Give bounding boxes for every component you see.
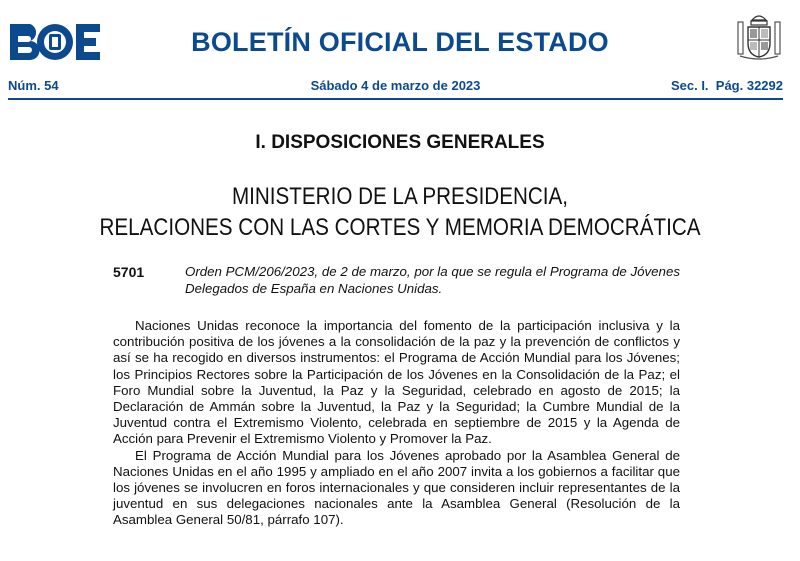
boe-logo (10, 22, 100, 62)
order-number: 5701 (113, 264, 145, 280)
issue-number: Núm. 54 (8, 78, 59, 93)
section-heading: I. DISPOSICIONES GENERALES (255, 132, 545, 153)
ministry-line-1: MINISTERIO DE LA PRESIDENCIA, (231, 183, 569, 210)
order-title: Orden PCM/206/2023, de 2 de marzo, por la que se regula el Programa de Jóvenes Delegados de España en Naciones Unidas. (185, 264, 680, 296)
document-body (113, 318, 680, 529)
coat-of-arms-icon (736, 14, 782, 62)
paragraph: El Programa de Acción Mundial para los Jóvenes aprobado por la Asamblea General de Naciones Unidas en el año 1995 y ampliado en el año 2007 invita a los gobiernos a facilitar que los jóvenes se involucren en foros internacionales y que consideren incluir representantes de la juventud en sus delegaciones nacionales ante la Asamblea General (Resolución de la Asamblea General 50/81, párrafo 107). (113, 447, 680, 528)
page-title: BOLETÍN OFICIAL DEL ESTADO (191, 27, 609, 57)
ministry-heading (56, 181, 744, 243)
issue-meta (8, 78, 783, 96)
header-divider (8, 98, 783, 100)
section-page: Sec. I. Pág. 32292 (670, 78, 783, 93)
ministry-line-2: RELACIONES CON LAS CORTES Y MEMORIA DEMOCRÁTICA (99, 214, 701, 241)
paragraph: Naciones Unidas reconoce la importancia del fomento de la participación inclusiva y la contribución positiva de los jóvenes a la consolidación de la paz y la prevención de conflictos y así se ha recogido en diversos instrumentos: el Programa de Acción Mundial para los Jóvenes; los Principios Rectores sobre la Participación de los Jóvenes en la Consolidación de la Paz; el Foro Mundial sobre la Juventud, la Paz y la Seguridad, celebrado en agosto de 2015; la Declaración de Ammán sobre la Juventud, la Paz y la Seguridad; la Cumbre Mundial de la Juventud contra el Extremismo Violento, celebrada en septiembre de 2015 y la Agenda de Acción para Prevenir el Extremismo Violento y Promover la Paz. (113, 318, 680, 447)
boe-header (0, 0, 800, 72)
issue-date: Sábado 4 de marzo de 2023 (310, 78, 481, 93)
